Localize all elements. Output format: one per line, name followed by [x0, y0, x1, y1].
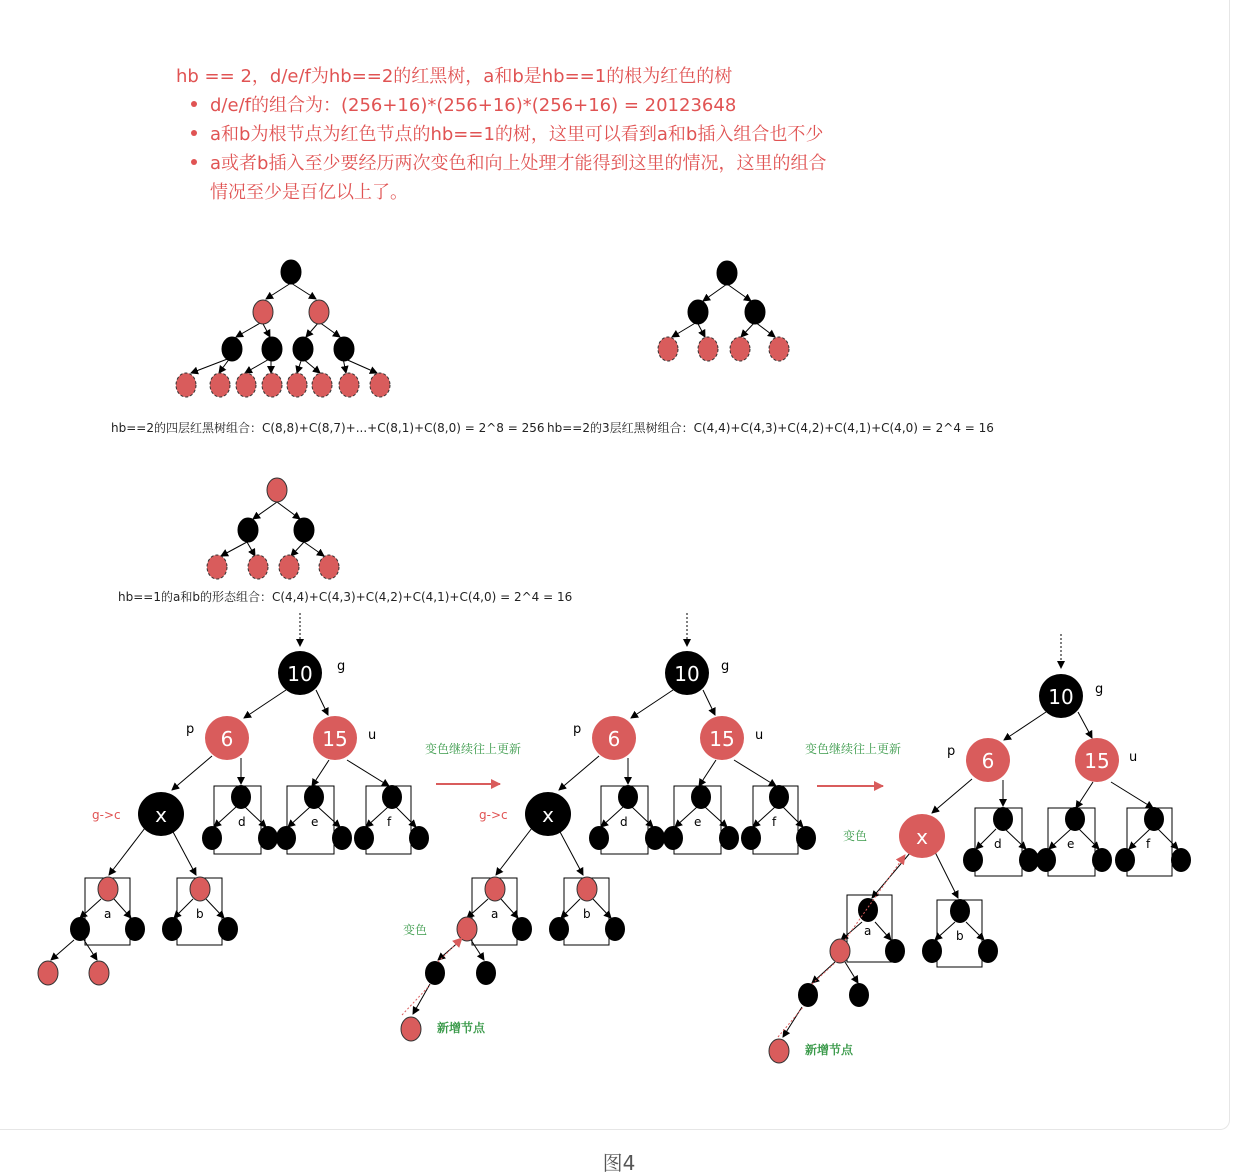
new-node-label: 新增节点 [805, 1043, 854, 1057]
notes-bullet-4: 情况至少是百亿以上了。 [210, 182, 408, 203]
notes-bullet-1: d/e/f的组合为：(256+16)*(256+16)*(256+16) = 20123648 [210, 95, 737, 116]
subtree-f-label: f [1146, 837, 1151, 851]
subtree-f-label: f [772, 815, 777, 829]
bullet-dot [191, 159, 197, 165]
step-2 [401, 613, 816, 1041]
subtree-e-label: e [694, 815, 702, 829]
g-node-value: 10 [674, 662, 700, 686]
p-node-value: 6 [220, 727, 234, 751]
notes-bullet-2: a和b为根节点为红色节点的hb==1的树，这里可以看到a和b插入组合也不少 [210, 124, 824, 145]
p-label: p [186, 722, 195, 737]
step-3 [769, 634, 1191, 1063]
bullet-dot [191, 101, 197, 107]
subtree-b-label: b [583, 907, 591, 921]
subtree-a-label: a [104, 907, 112, 921]
new-node-label: 新增节点 [437, 1021, 486, 1035]
notes-bullet-3: a或者b插入至少要经历两次变色和向上处理才能得到这里的情况，这里的组合 [210, 153, 827, 174]
hb1-caption: hb==1的a和b的形态组合：C(4,4)+C(4,3)+C(4,2)+C(4,1)+C(4,0) = 2^4 = 16 [118, 590, 573, 604]
subtree-a-label: a [491, 907, 499, 921]
four-level-caption: hb==2的四层红黑树组合：C(8,8)+C(8,7)+...+C(8,1)+C(8,0) = 2^8 = 256 [111, 421, 545, 435]
recolor-up-label-2: 变色继续往上更新 [805, 742, 902, 756]
u-node-value: 15 [709, 727, 735, 751]
bullet-dot [191, 130, 197, 136]
u-label: u [368, 728, 377, 743]
subtree-b-label: b [196, 907, 204, 921]
recolor-up-label-1: 变色继续往上更新 [425, 742, 522, 756]
u-node-value: 15 [322, 727, 348, 751]
g-node-value: 10 [1048, 685, 1074, 709]
p-label: p [573, 722, 582, 737]
u-label: u [755, 728, 764, 743]
g-label: g [1095, 682, 1104, 697]
g-label: g [337, 659, 346, 674]
subtree-e-label: e [311, 815, 319, 829]
g-node-value: 10 [287, 662, 313, 686]
three-level-tree [658, 261, 789, 361]
x-node-value: x [916, 825, 928, 849]
four-level-tree [176, 260, 390, 397]
subtree-d-label: d [620, 815, 628, 829]
x-node-value: x [155, 803, 167, 827]
x-node-value: x [542, 803, 554, 827]
recolor-label: 变色 [843, 829, 868, 843]
subtree-b-label: b [956, 929, 964, 943]
g-to-c-label: g->c [479, 808, 508, 822]
subtree-a-label: a [864, 924, 872, 938]
subtree-e-label: e [1067, 837, 1075, 851]
recolor-label: 变色 [403, 923, 428, 937]
notes-title: hb == 2，d/e/f为hb==2的红黑树，a和b是hb==1的根为红色的树 [176, 66, 733, 87]
three-level-caption: hb==2的3层红黑树组合：C(4,4)+C(4,3)+C(4,2)+C(4,1)+C(4,0) = 2^4 = 16 [547, 421, 994, 435]
g-to-c-label: g->c [92, 808, 121, 822]
p-node-value: 6 [981, 749, 995, 773]
u-node-value: 15 [1084, 749, 1110, 773]
p-label: p [947, 744, 956, 759]
u-label: u [1129, 750, 1138, 765]
subtree-d-label: d [994, 837, 1002, 851]
p-node-value: 6 [607, 727, 621, 751]
subtree-f-label: f [387, 815, 392, 829]
figure-caption: 图4 [602, 1151, 636, 1175]
notes-bullets [191, 95, 826, 203]
step-1 [38, 613, 429, 985]
g-label: g [721, 659, 730, 674]
hb1-tree [207, 478, 339, 579]
subtree-d-label: d [238, 815, 246, 829]
